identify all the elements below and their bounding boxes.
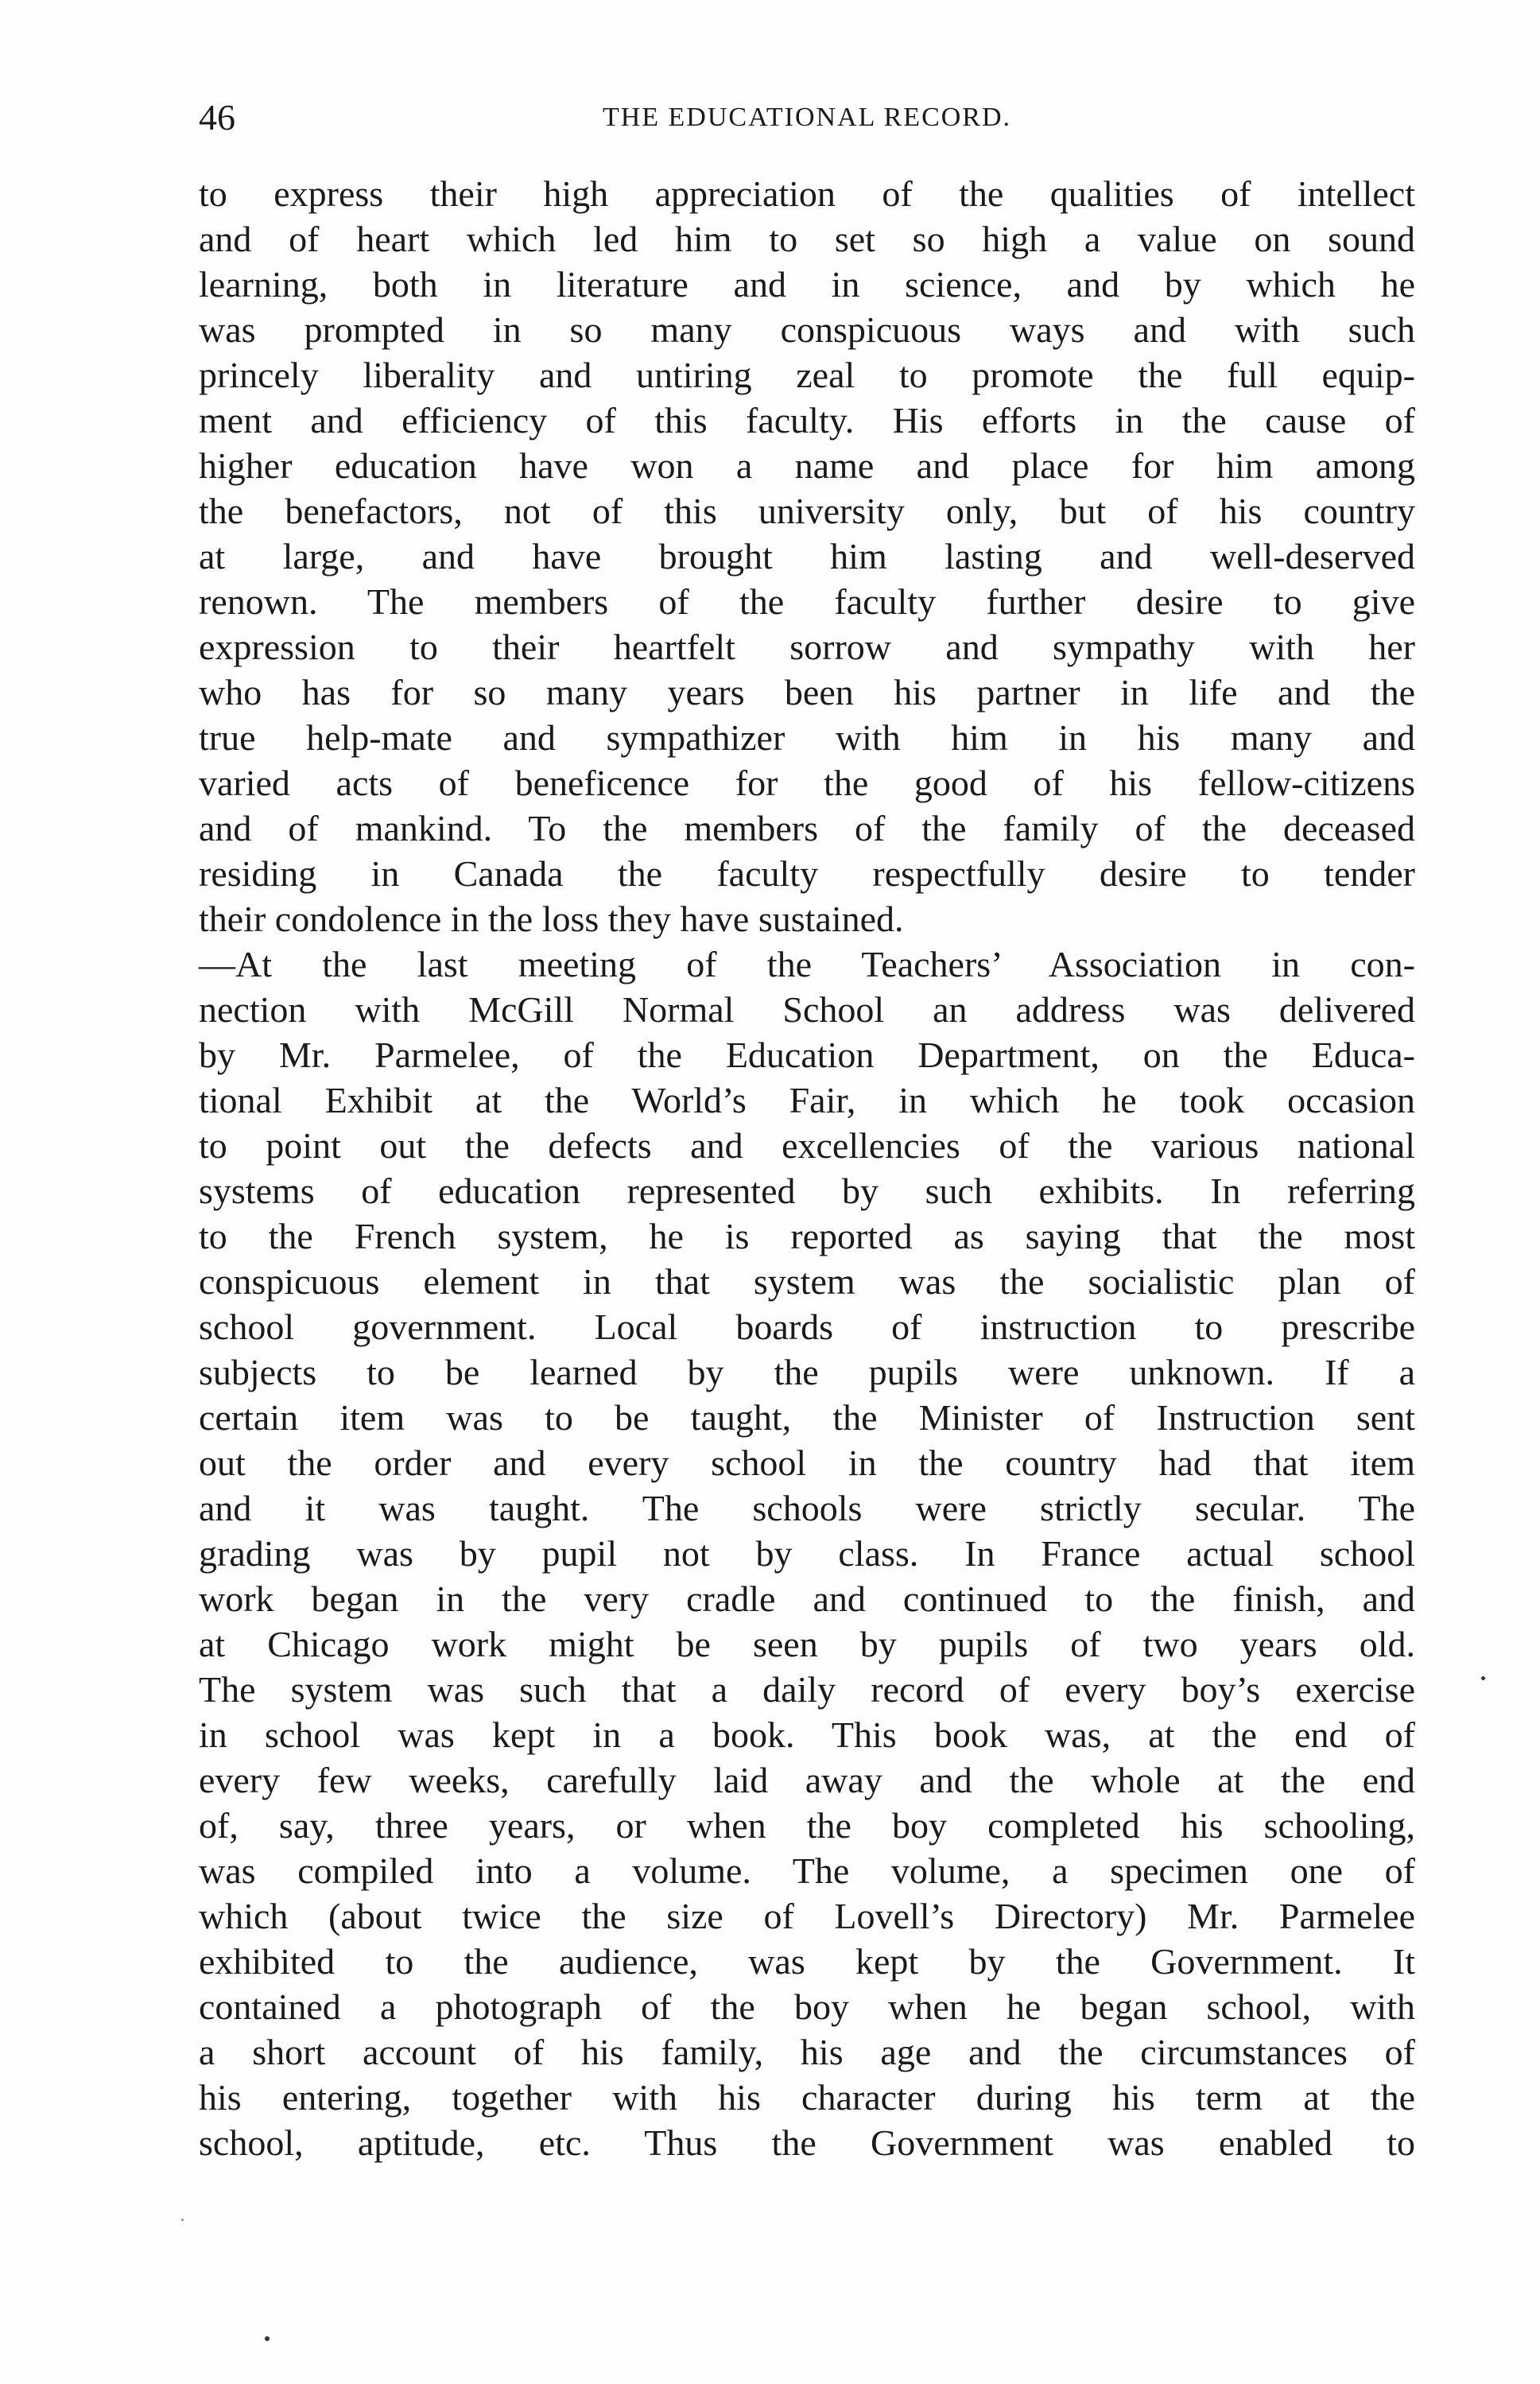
text-line: certain item was to be taught, the Minister of Instruction sent <box>199 1397 1415 1438</box>
running-head <box>199 94 1415 142</box>
text-line: who has for so many years been his partner in life and the <box>199 672 1415 712</box>
text-line: to point out the defects and excellencies of the various national <box>199 1125 1415 1166</box>
text-line: to the French system, he is reported as saying that the most <box>199 1216 1415 1256</box>
text-line: nection with McGill Normal School an address was delivered <box>199 989 1415 1030</box>
text-line: to express their high appreciation of the qualities of intellect <box>199 173 1415 214</box>
page-number: 46 <box>199 97 235 138</box>
text-line: and it was taught. The schools were strictly secular. The <box>199 1488 1415 1528</box>
text-line: grading was by pupil not by class. In France actual school <box>199 1533 1415 1574</box>
text-line: residing in Canada the faculty respectfully desire to tender <box>199 853 1415 894</box>
text-line: learning, both in literature and in science, and by which he <box>199 264 1415 305</box>
text-line: princely liberality and untiring zeal to promote the full equip- <box>199 355 1415 395</box>
journal-title: THE EDUCATIONAL RECORD. <box>602 103 1012 132</box>
text-line: systems of education represented by such exhibits. In referring <box>199 1171 1415 1211</box>
text-line: —At the last meeting of the Teachers’ Association in con- <box>199 944 1415 984</box>
text-line: of, say, three years, or when the boy completed his schooling, <box>199 1805 1415 1846</box>
text-line: school, aptitude, etc. Thus the Government was enabled to <box>199 2122 1415 2163</box>
body-text <box>199 171 1415 2165</box>
text-line: subjects to be learned by the pupils were unknown. If a <box>199 1352 1415 1392</box>
text-line: and of heart which led him to set so high a value on sound <box>199 219 1415 259</box>
text-line: conspicuous element in that system was the socialistic plan of <box>199 1261 1415 1302</box>
text-line: renown. The members of the faculty further desire to give <box>199 581 1415 622</box>
text-line: his entering, together with his character during his term at the <box>199 2077 1415 2118</box>
text-line: in school was kept in a book. This book was, at the end of <box>199 1714 1415 1755</box>
text-line: was prompted in so many conspicuous ways and with such <box>199 309 1415 350</box>
text-line: contained a photograph of the boy when he began school, with <box>199 1986 1415 2027</box>
text-line: which (about twice the size of Lovell’s Directory) Mr. Parmelee <box>199 1896 1415 1936</box>
ink-speck <box>1481 1676 1485 1680</box>
text-line: expression to their heartfelt sorrow and sympathy with her <box>199 627 1415 667</box>
text-line: their condolence in the loss they have sustained. <box>199 899 904 939</box>
text-line: true help-mate and sympathizer with him in his many and <box>199 717 1415 758</box>
text-line: at large, and have brought him lasting and well-deserved <box>199 536 1415 577</box>
text-line: varied acts of beneficence for the good of his fellow-citizens <box>199 763 1415 803</box>
text-line: school government. Local boards of instruction to prescribe <box>199 1307 1415 1347</box>
text-line: the benefactors, not of this university only, but of his country <box>199 491 1415 531</box>
text-line: a short account of his family, his age and the circumstances of <box>199 2032 1415 2072</box>
text-line: ment and efficiency of this faculty. His efforts in the cause of <box>199 400 1415 441</box>
text-line: work began in the very cradle and continued to the finish, and <box>199 1578 1415 1619</box>
text-line: The system was such that a daily record of every boy’s exercise <box>199 1669 1415 1710</box>
ink-speck <box>181 2219 184 2221</box>
text-line: by Mr. Parmelee, of the Education Department, on the Educa- <box>199 1035 1415 1075</box>
text-line: every few weeks, carefully laid away and the whole at the end <box>199 1760 1415 1800</box>
ink-speck <box>265 2336 270 2341</box>
text-line: was compiled into a volume. The volume, a specimen one of <box>199 1850 1415 1891</box>
text-line: tional Exhibit at the World’s Fair, in which he took occasion <box>199 1080 1415 1120</box>
text-line: and of mankind. To the members of the family of the deceased <box>199 808 1415 848</box>
text-line: higher education have won a name and place for him among <box>199 445 1415 486</box>
text-line: at Chicago work might be seen by pupils of two years old. <box>199 1624 1415 1664</box>
text-line: out the order and every school in the country had that item <box>199 1442 1415 1483</box>
text-line: exhibited to the audience, was kept by the Government. It <box>199 1941 1415 1982</box>
